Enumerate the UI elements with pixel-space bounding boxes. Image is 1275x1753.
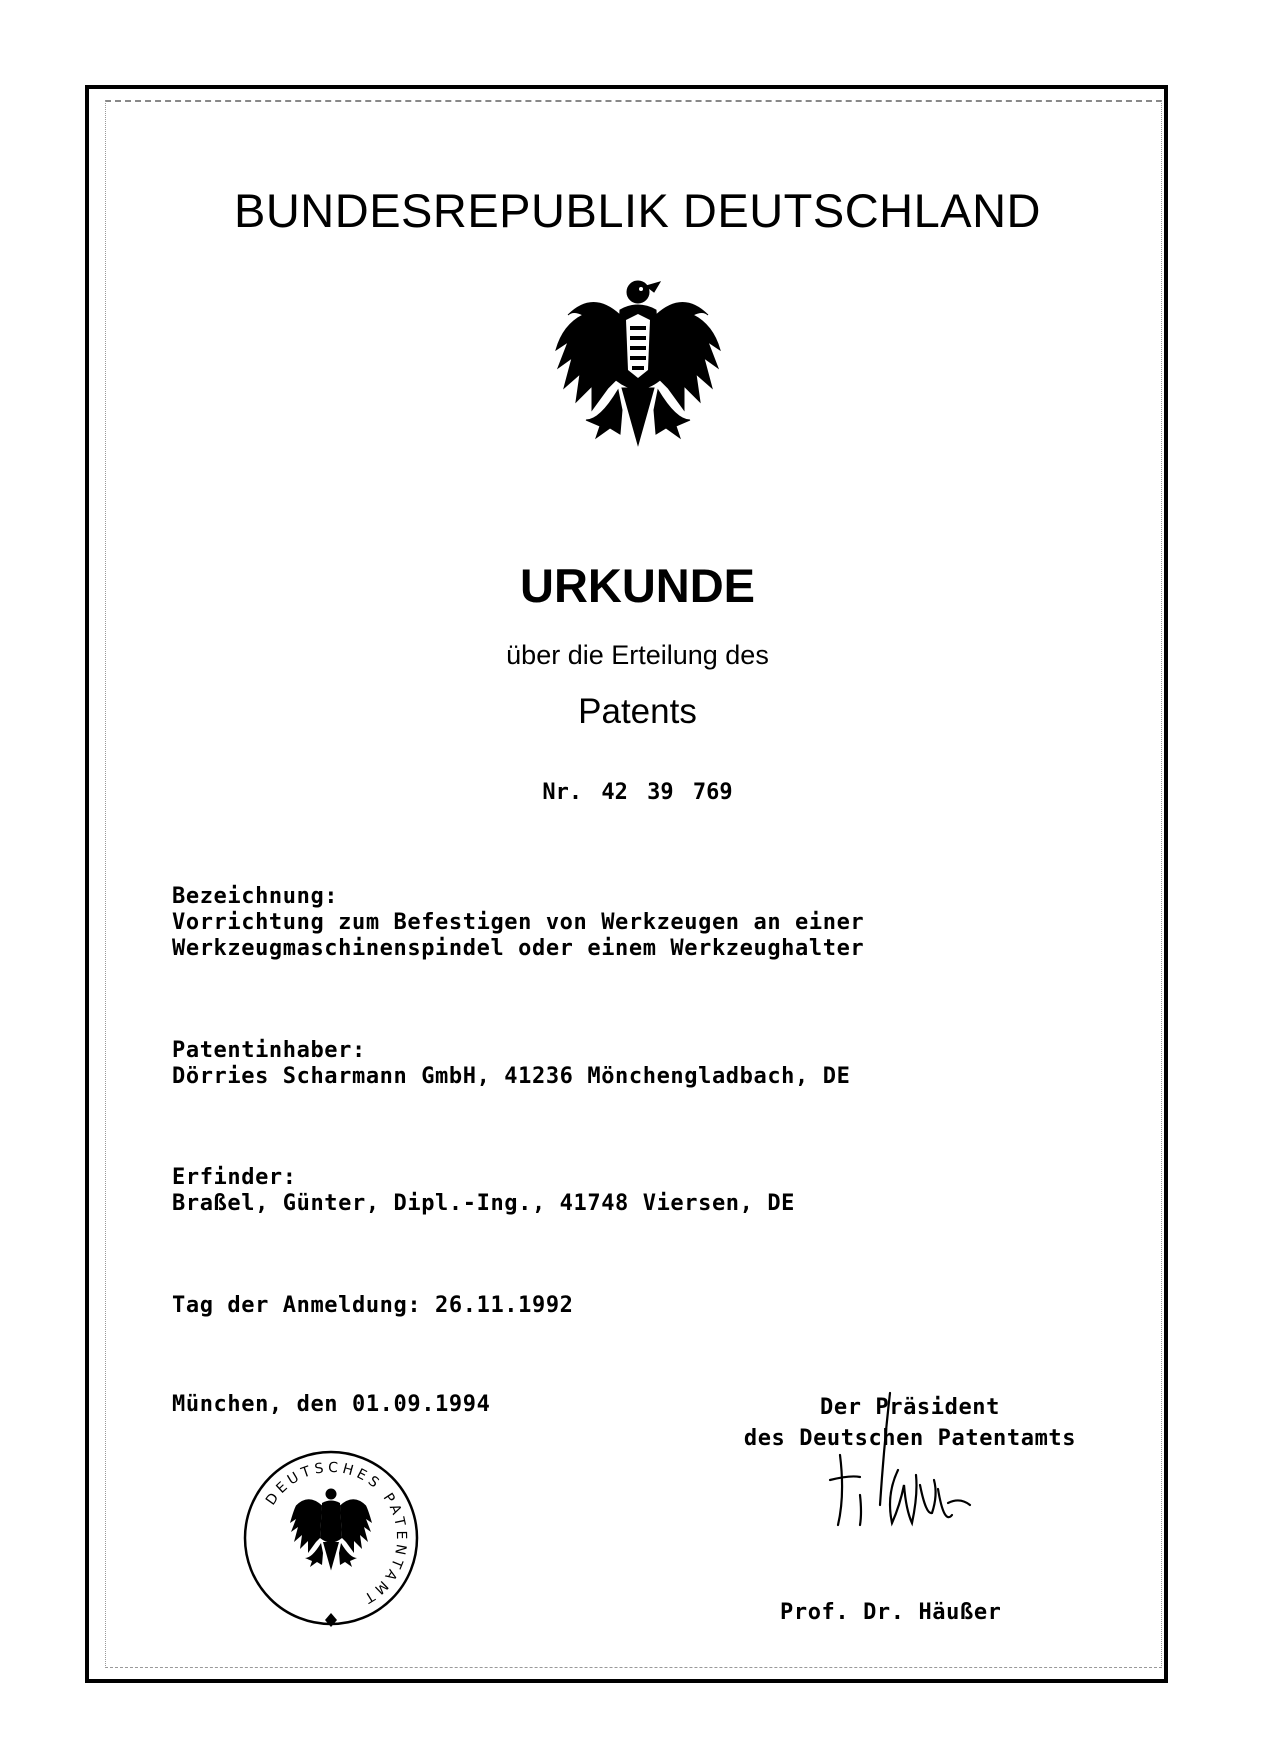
- country-heading: BUNDESREPUBLIK DEUTSCHLAND: [234, 184, 1041, 237]
- holder-label: Patentinhaber:: [172, 1038, 366, 1063]
- inventor-label: Erfinder:: [172, 1165, 297, 1190]
- certificate-subtitle: über die Erteilung des: [506, 640, 769, 670]
- certificate-type: Patents: [578, 692, 697, 731]
- designation-label: Bezeichnung:: [172, 884, 339, 909]
- eagle-icon: [538, 270, 738, 470]
- filing-date: [172, 1293, 574, 1319]
- place-date: [172, 1392, 490, 1418]
- designation-line: Vorrichtung zum Befestigen von Werkzeugen an einer: [172, 910, 865, 935]
- president-name: Prof. Dr. Häußer: [780, 1600, 1002, 1625]
- inventor-section: [172, 1165, 795, 1217]
- inventor-value: Braßel, Günter, Dipl.-Ing., 41748 Viersen, DE: [172, 1191, 796, 1216]
- patent-office-seal: [236, 1443, 426, 1633]
- designation-section: [172, 884, 864, 962]
- patent-number: Nr. 42 39 769: [542, 780, 733, 805]
- designation-line: Werkzeugmaschinenspindel oder einem Werkzeughalter: [172, 936, 865, 961]
- svg-text:DEUTSCHES PATENTAMT: DEUTSCHES PATENTAMT: [263, 1459, 410, 1608]
- signature: [820, 1385, 1000, 1535]
- certificate-title: URKUNDE: [520, 559, 755, 612]
- holder-section: [172, 1038, 850, 1090]
- filing-date-text: Tag der Anmeldung: 26.11.1992: [172, 1293, 574, 1318]
- president-line-1: Der Präsident: [820, 1395, 1000, 1420]
- holder-value: Dörries Scharmann GmbH, 41236 Mönchengladbach, DE: [172, 1064, 851, 1089]
- president-line-2: des Deutschen Patentamts: [743, 1426, 1077, 1451]
- place-date-text: München, den 01.09.1994: [172, 1392, 491, 1417]
